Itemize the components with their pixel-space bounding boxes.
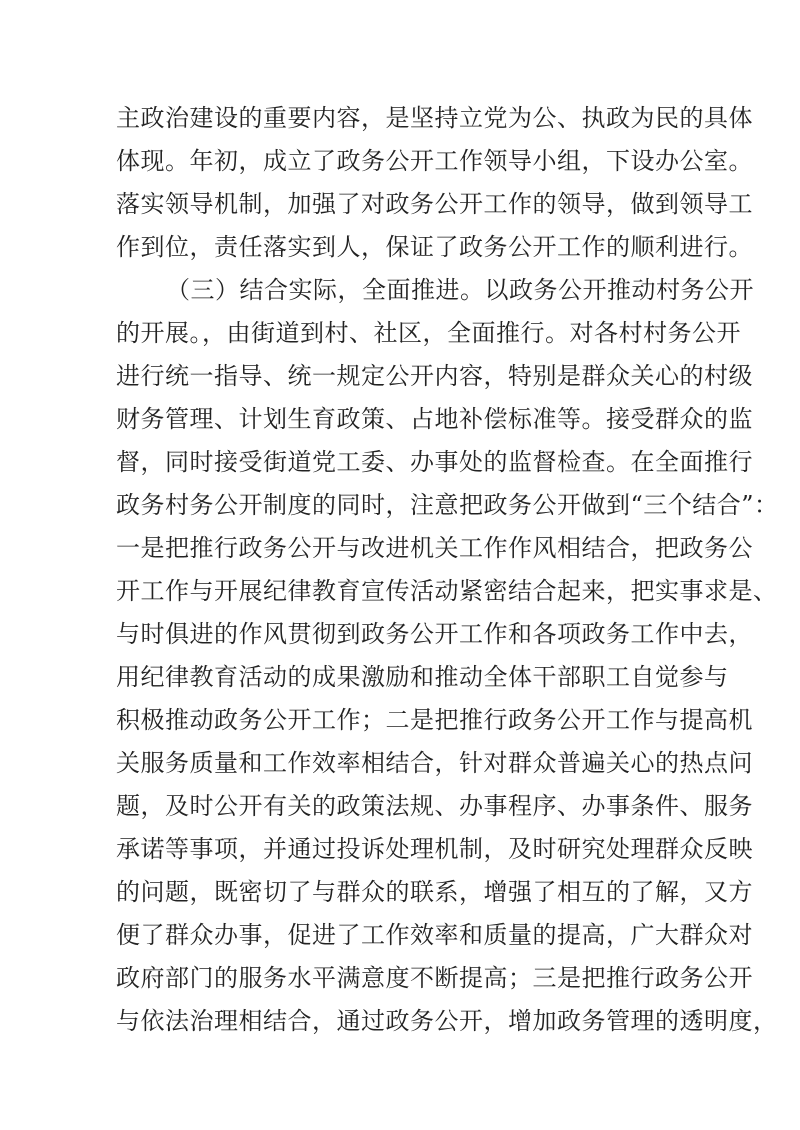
- text-line: 进行统一指导、统一规定公开内容，特别是群众关心的村级: [116, 362, 753, 390]
- text-line: 体现。年初，成立了政务公开工作领导小组，下设办公室。: [116, 147, 753, 175]
- text-line: 开工作与开展纪律教育宣传活动紧密结合起来，把实事求是、: [116, 577, 778, 605]
- text-line: 主政治建设的重要内容，是坚持立党为公、执政为民的具体: [116, 104, 753, 132]
- text-line: 政务村务公开制度的同时，注意把政务公开做到“三个结合”：: [116, 491, 779, 519]
- text-line: 的问题，既密切了与群众的联系，增强了相互的了解，又方: [116, 878, 753, 906]
- text-line: 财务管理、计划生育政策、占地补偿标准等。接受群众的监: [116, 405, 753, 433]
- paragraph-heading-line: （三）结合实际，全面推进。以政务公开推动村务公开: [166, 276, 754, 304]
- text-line: 一是把推行政务公开与改进机关工作作风相结合，把政务公: [116, 534, 753, 562]
- text-line: 作到位，责任落实到人，保证了政务公开工作的顺利进行。: [116, 233, 753, 261]
- text-line: 政府部门的服务水平满意度不断提高；三是把推行政务公开: [116, 964, 753, 992]
- text-line: 关服务质量和工作效率相结合，针对群众普遍关心的热点问: [116, 749, 753, 777]
- text-line: 用纪律教育活动的成果激励和推动全体干部职工自觉参与: [116, 663, 729, 691]
- text-line: 承诺等事项，并通过投诉处理机制，及时研究处理群众反映: [116, 835, 753, 863]
- text-line: 题，及时公开有关的政策法规、办事程序、办事条件、服务: [116, 792, 753, 820]
- text-line: 便了群众办事，促进了工作效率和质量的提高，广大群众对: [116, 921, 753, 949]
- text-line: 积极推动政务公开工作；二是把推行政务公开工作与提高机: [116, 706, 753, 734]
- text-line: 落实领导机制，加强了对政务公开工作的领导，做到领导工: [116, 190, 753, 218]
- text-line: 的开展。，由街道到村、社区，全面推行。对各村村务公开: [116, 319, 741, 347]
- text-line: 督，同时接受街道党工委、办事处的监督检查。在全面推行: [116, 448, 753, 476]
- text-line: 与依法治理相结合，通过政务公开，增加政务管理的透明度，: [116, 1007, 778, 1035]
- text-line: 与时俱进的作风贯彻到政务公开工作和各项政务工作中去，: [116, 620, 753, 648]
